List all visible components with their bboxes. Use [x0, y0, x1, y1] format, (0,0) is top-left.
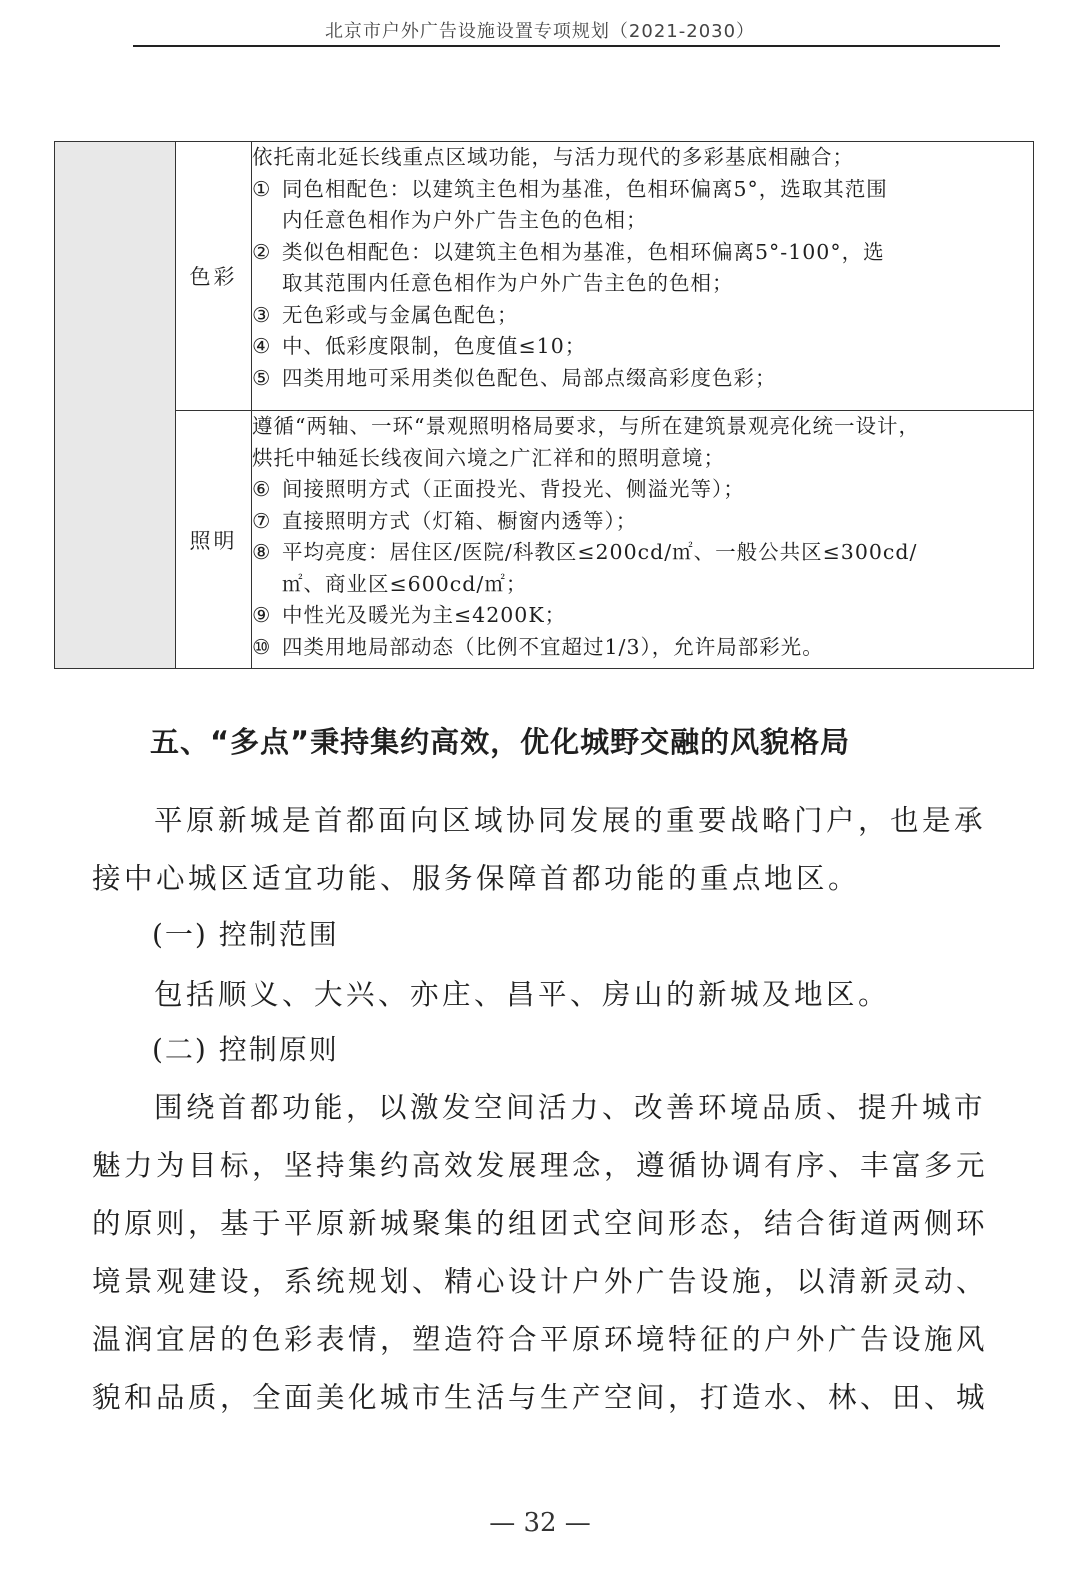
spec-table — [54, 141, 1034, 669]
running-header: 北京市户外广告设施设置专项规划（2021-2030） — [324, 21, 756, 42]
content-line: 遵循“两轴、一环“景观照明格局要求，与所在建筑景观亮化统一设计， — [252, 414, 920, 438]
section-heading: 五、“多点”秉持集约高效，优化城野交融的风貌格局 — [150, 725, 851, 759]
table-row-color — [55, 142, 1034, 411]
intro-paragraph: 平原新城是首都面向区域协同发展的重要战略门户，也是承 接中心城区适宜功能、服务保障首都功能的重点地区。 — [92, 804, 987, 895]
header-rule — [133, 45, 1000, 47]
content-line: 烘托中轴延长线夜间六境之广汇祥和的照明意境； — [252, 445, 725, 470]
content-line: 内任意色相作为户外广告主色的色相； — [282, 208, 648, 232]
category-lighting: 照明 — [176, 411, 252, 669]
content-line: ① 同色相配色：以建筑主色相为基准，色相环偏离5°，选取其范围 — [252, 176, 888, 201]
lighting-content — [252, 411, 1034, 669]
table-blank-column — [55, 142, 176, 669]
sub-heading-control-scope: (一) 控制范围 — [152, 918, 339, 951]
category-color: 色彩 — [176, 142, 252, 411]
sub-heading-control-principle: (二) 控制原则 — [152, 1033, 339, 1066]
content-line: ④ 中、低彩度限制，色度值≤10； — [252, 334, 587, 358]
content-line: ⑧ 平均亮度：居住区/医院/科教区≤200cd/㎡、一般公共区≤300cd/ — [252, 540, 918, 564]
content-line: ⑦ 直接照明方式（灯箱、橱窗内透等）； — [252, 508, 638, 533]
content-line: ② 类似色相配色：以建筑主色相为基准，色相环偏离5°-100°，选 — [252, 239, 885, 264]
page-number: — 32 — — [489, 1508, 591, 1538]
content-line: ⑨ 中性光及暖光为主≤4200K； — [252, 603, 567, 627]
content-line: 依托南北延长线重点区域功能，与活力现代的多彩基底相融合； — [252, 145, 854, 169]
content-line: ③ 无色彩或与金属色配色； — [252, 302, 519, 327]
content-line: 取其范围内任意色相作为户外广告主色的色相； — [282, 271, 734, 295]
control-principle-paragraph: 围绕首都功能，以激发空间活力、改善环境品质、提升城市 魅力为目标，坚持集约高效发展理念，遵循协调有序、丰富多元 的原则，基于平原新城聚集的组团式空间形态，结合街道两侧环 境景观建设，系统规划、精心设计户外广告设施，以清新灵动、 温润宜居的色彩表情，塑造符合平原环境特征的户外广告设施风 貌和品质，全面美化城市生活与生产空间，打造水、林、田、城 — [92, 1091, 989, 1414]
content-line: ㎡、商业区≤600cd/㎡； — [282, 571, 528, 596]
control-scope-text: 包括顺义、大兴、亦庄、昌平、房山的新城及地区。 — [154, 978, 891, 1011]
color-content — [252, 142, 1034, 411]
content-line: ⑩ 四类用地局部动态（比例不宜超过1/3），允许局部彩光。 — [252, 634, 824, 659]
table-row-lighting — [55, 411, 1034, 669]
content-line: ⑤ 四类用地可采用类似色配色、局部点缀高彩度色彩； — [252, 365, 777, 390]
content-line: ⑥ 间接照明方式（正面投光、背投光、侧溢光等）； — [252, 477, 745, 501]
